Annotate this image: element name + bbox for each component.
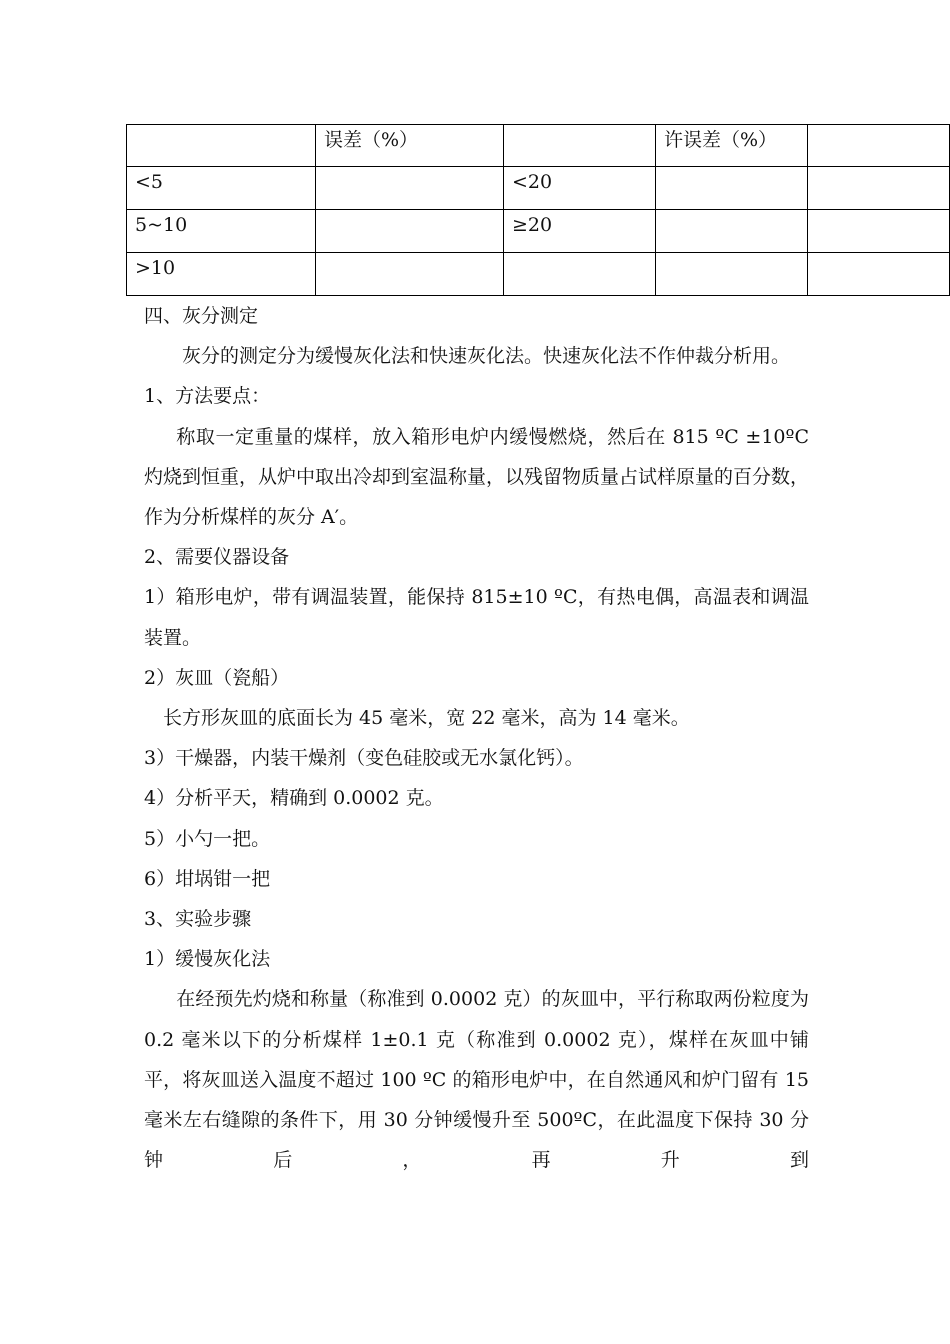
table-cell xyxy=(656,167,808,210)
subsection-heading: 1）缓慢灰化法 xyxy=(144,948,271,971)
section-heading: 2、需要仪器设备 xyxy=(144,546,290,569)
table-cell: <5 xyxy=(127,167,316,210)
table-cell xyxy=(316,167,504,210)
table-cell: ≥20 xyxy=(504,210,656,253)
table-cell xyxy=(656,253,808,296)
table-cell xyxy=(504,253,656,296)
table-cell xyxy=(504,125,656,167)
table-cell xyxy=(316,253,504,296)
document-body xyxy=(144,296,809,1180)
list-item: 2）灰皿（瓷船） xyxy=(144,666,290,689)
table-cell: 许误差（%） xyxy=(656,125,808,167)
table-cell xyxy=(316,210,504,253)
table-cell xyxy=(808,253,950,296)
table-row xyxy=(127,253,950,296)
table-cell xyxy=(127,125,316,167)
list-item: 5）小勺一把。 xyxy=(144,827,271,850)
table-cell: >10 xyxy=(127,253,316,296)
table-cell: 误差（%） xyxy=(316,125,504,167)
table-row xyxy=(127,167,950,210)
section-heading: 四、灰分测定 xyxy=(144,305,259,327)
tolerance-table xyxy=(126,124,950,296)
table-cell: 5~10 xyxy=(127,210,316,253)
list-item: 1）箱形电炉，带有调温装置，能保持 815±10 ºC，有热电偶，高温表和调温装置。 xyxy=(144,586,809,649)
section-heading: 3、实验步骤 xyxy=(144,908,252,931)
paragraph: 灰分的测定分为缓慢灰化法和快速灰化法。快速灰化法不作仲裁分析用。 xyxy=(182,345,791,368)
list-item: 4）分析平天，精确到 0.0002 克。 xyxy=(144,787,444,810)
table-cell xyxy=(656,210,808,253)
paragraph: 长方形灰皿的底面长为 45 毫米，宽 22 毫米，高为 14 毫米。 xyxy=(163,707,690,730)
table-cell xyxy=(808,210,950,253)
table-row xyxy=(127,125,950,167)
table-row xyxy=(127,210,950,253)
section-heading: 1、方法要点： xyxy=(144,385,271,408)
table-cell xyxy=(808,167,950,210)
list-item: 3）干燥器，内装干燥剂（变色硅胶或无水氯化钙）。 xyxy=(144,747,584,770)
paragraph: 在经预先灼烧和称量（称准到 0.0002 克）的灰皿中，平行称取两份粒度为 0.2 毫米以下的分析煤样 1±0.1 克（称准到 0.0002 克），煤样在灰皿中铺平，将灰皿送入温度不超过 100 ºC 的箱形电炉中，在自然通风和炉门留有 15 毫米左右缝隙的条件下，用 30 分钟缓慢升至 500ºC，在此温度下保持 30 分钟后，再升到 xyxy=(144,988,809,1172)
paragraph: 称取一定重量的煤样，放入箱形电炉内缓慢燃烧，然后在 815 ºC ±10ºC 灼烧到恒重，从炉中取出冷却到室温称量，以残留物质量占试样原量的百分数，作为分析煤样的灰分 A′。 xyxy=(144,425,810,529)
list-item: 6）坩埚钳一把 xyxy=(144,867,271,890)
table-cell: <20 xyxy=(504,167,656,210)
table-cell xyxy=(808,125,950,167)
